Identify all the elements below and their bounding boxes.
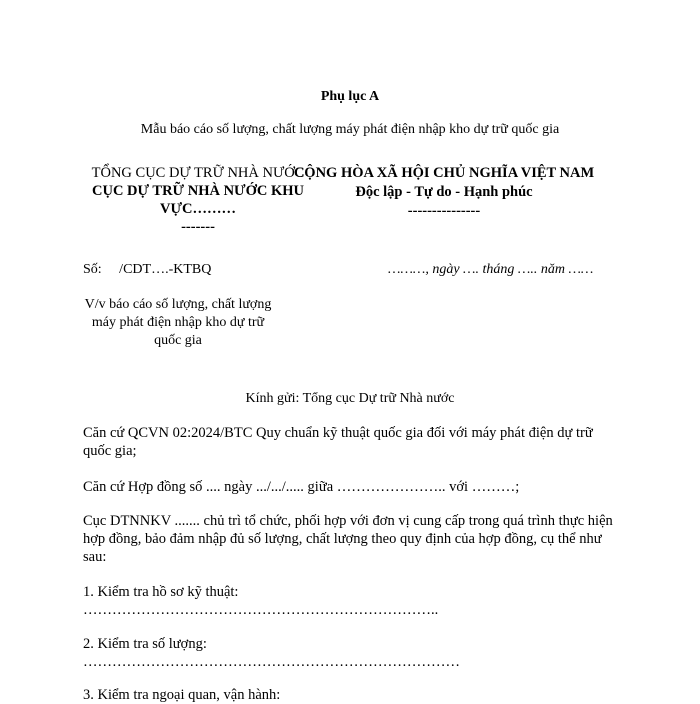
intro-paragraph: Cục DTNNKV ....... chủ trì tổ chức, phối hợp với đơn vị cung cấp trong quá trình thực hiện hợp đồng, bảo đảm nhập đủ số lượng, chất lượng theo quy định của hợp đồng, cụ thể như sau: bbox=[83, 513, 613, 565]
state-name: CỘNG HÒA XÃ HỘI CHỦ NGHĨA VIỆT NAM bbox=[293, 165, 595, 181]
basis-paragraph-2: Căn cứ Hợp đồng số .... ngày .../.../..... giữa ………………….. với ………; bbox=[83, 479, 520, 495]
agency-block bbox=[78, 164, 318, 236]
agency-name: CỤC DỰ TRỮ NHÀ NƯỚC KHU VỰC……… bbox=[92, 183, 304, 217]
section-heading: 1. Kiểm tra hồ sơ kỹ thuật: bbox=[83, 584, 239, 600]
fill-in-dots: …………………………………………………………………… bbox=[83, 654, 460, 670]
document-number: Số: /CDT….-KTBQ bbox=[83, 262, 212, 277]
state-motto: Độc lập - Tự do - Hạnh phúc bbox=[355, 184, 533, 200]
section-heading: 3. Kiểm tra ngoại quan, vận hành: bbox=[83, 687, 281, 703]
agency-rule: ------- bbox=[181, 219, 215, 235]
basis-paragraph-1: Căn cứ QCVN 02:2024/BTC Quy chuẩn kỹ thuật quốc gia đối với máy phát điện dự trữ quốc gia; bbox=[83, 425, 593, 459]
section-heading: 2. Kiểm tra số lượng: bbox=[83, 636, 207, 652]
addressee: Kính gửi: Tổng cục Dự trữ Nhà nước bbox=[245, 391, 455, 406]
state-rule: --------------- bbox=[407, 203, 481, 219]
agency-parent-name: TỔNG CỤC DỰ TRỮ NHÀ NƯỚC bbox=[91, 165, 305, 181]
subject-line: V/v báo cáo số lượng, chất lượng máy phát điện nhập kho dự trữ quốc gia bbox=[84, 297, 272, 348]
appendix-title: Phụ lục A bbox=[320, 89, 380, 104]
state-header-block bbox=[284, 164, 604, 221]
fill-in-dots: ……………………………………………………………….. bbox=[83, 602, 439, 618]
form-title: Mẫu báo cáo số lượng, chất lượng máy phát điện nhập kho dự trữ quốc gia bbox=[140, 122, 560, 137]
date-line: ………, ngày …. tháng ….. năm …… bbox=[388, 262, 594, 277]
